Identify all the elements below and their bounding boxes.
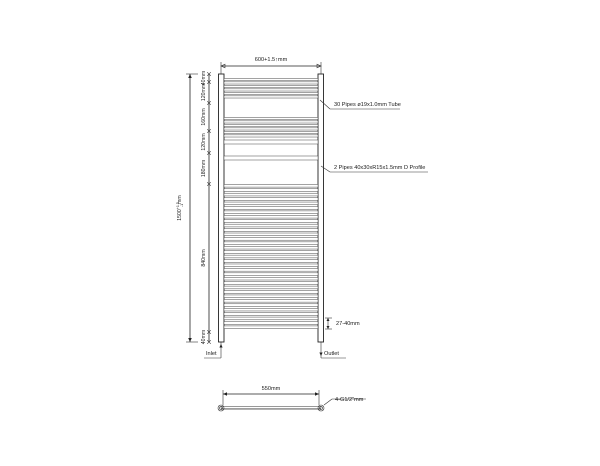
outlet-label: Outlet	[324, 351, 339, 357]
tube-pipe	[224, 264, 318, 267]
tube-pipe	[224, 255, 318, 258]
tube-pipe	[224, 85, 318, 87]
tube-pipe	[224, 117, 318, 119]
segment-label: 40mm	[201, 70, 207, 86]
tube-pipe	[224, 251, 318, 254]
d-profile-pipe	[224, 156, 318, 160]
tube-pipe	[224, 92, 318, 94]
tube-pipe	[224, 322, 318, 325]
tube-pipe	[224, 128, 318, 130]
pipe-tube-callout	[320, 100, 401, 109]
tube-pipe	[224, 291, 318, 294]
segment-label: 840mm	[201, 249, 207, 267]
right-rail	[318, 74, 324, 342]
tube-pipe	[224, 326, 318, 329]
horizontal-pipes	[224, 78, 318, 328]
tube-pipe	[224, 286, 318, 289]
tube-pipe	[224, 282, 318, 285]
width-label: 600+1.5↑mm	[254, 57, 288, 63]
gap-label: 27-40mm	[336, 321, 360, 327]
tube-pipe	[224, 229, 318, 232]
left-rail	[219, 74, 225, 342]
segment-label: 40mm	[201, 329, 207, 345]
tube-pipe	[224, 96, 318, 98]
top-view-bar	[221, 407, 321, 409]
tube-pipe	[224, 308, 318, 311]
tube-pipe	[224, 135, 318, 137]
profile-callout	[321, 165, 428, 172]
tube-pipe	[224, 131, 318, 133]
tube-pipe	[224, 299, 318, 302]
tube-pipe	[224, 313, 318, 316]
connection-label: 4-G1/2"mm	[335, 397, 364, 403]
tube-pipe	[224, 202, 318, 205]
bottom-width-label: 550mm	[261, 386, 281, 392]
tube-pipe	[224, 184, 318, 187]
top-width-dimension	[221, 57, 321, 74]
tube-pipe	[224, 189, 318, 192]
tube-pipe	[224, 295, 318, 298]
profile-label: 2 Pipes 40x30xR15x1.5mm D Profile	[334, 165, 426, 171]
segment-label: 120mm	[201, 83, 207, 102]
tube-pipe	[224, 237, 318, 240]
segment-label: 160mm	[201, 108, 207, 126]
tube-pipe	[224, 273, 318, 276]
segment-label: 120mm	[201, 133, 207, 151]
height-label: $1500^{+1.5}-1mm$	[176, 195, 184, 221]
inlet-label: Inlet	[206, 351, 217, 357]
segment-label: 180mm	[201, 159, 207, 178]
tube-pipe	[224, 89, 318, 91]
tube-pipe	[224, 260, 318, 263]
overall-height-dimension	[176, 74, 198, 342]
tube-pipe	[224, 193, 318, 196]
segment-dimension-chain	[201, 71, 211, 344]
tube-pipe	[224, 304, 318, 307]
top-view	[218, 386, 366, 411]
tube-pipe	[224, 121, 318, 123]
tube-pipe	[224, 206, 318, 209]
tube-pipe	[224, 215, 318, 218]
d-profile-pipe	[224, 140, 318, 144]
gap-callout	[325, 318, 360, 329]
tube-pipe	[224, 124, 318, 126]
outlet-marker	[319, 342, 346, 358]
tube-pipe	[224, 198, 318, 201]
tube-pipe	[224, 211, 318, 214]
tube-pipe	[224, 268, 318, 271]
tube-pipe	[224, 242, 318, 245]
tube-pipe	[224, 277, 318, 280]
tube-pipe	[224, 246, 318, 249]
tube-pipe	[224, 224, 318, 227]
tube-pipe	[224, 78, 318, 80]
tube-pipe	[224, 220, 318, 223]
tube-pipe	[224, 233, 318, 236]
pipe-tube-label: 30 Pipes ø19x1.0mm Tube	[334, 102, 401, 108]
tube-pipe	[224, 317, 318, 320]
tube-pipe	[224, 82, 318, 84]
